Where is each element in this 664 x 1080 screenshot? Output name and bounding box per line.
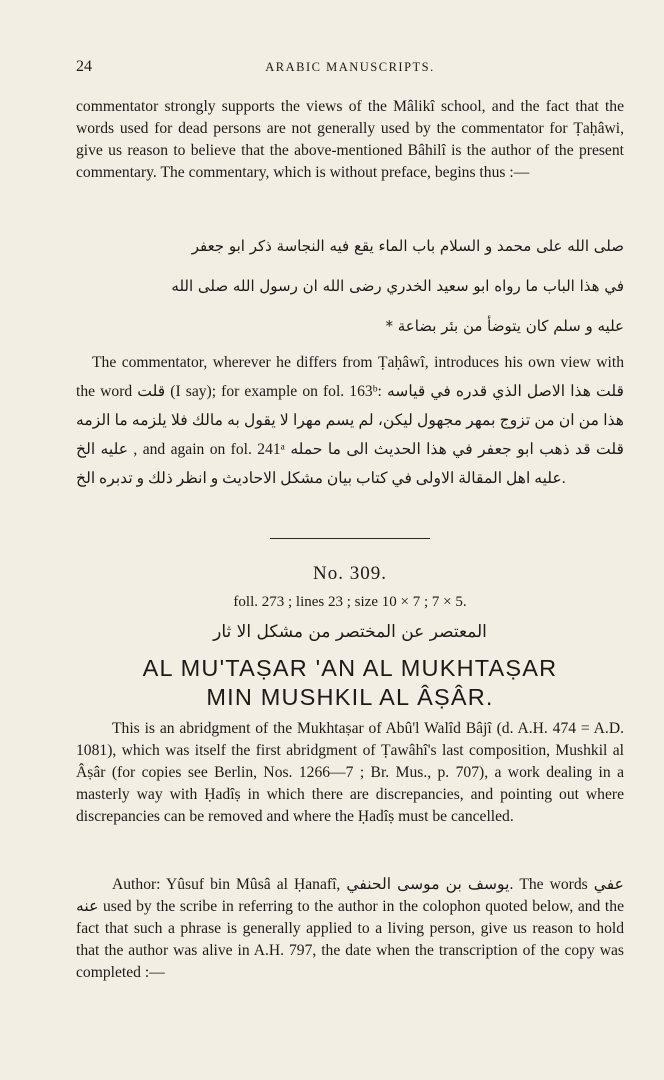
entry-title-line-1: AL MU'TAṢAR 'AN AL MUKHTAṢAR [142, 655, 558, 681]
arabic-line-1: صلى الله على محمد و السلام باب الماء يقع فيه النجاسة ذكر ابو جعفر [191, 237, 624, 255]
page-header [76, 58, 624, 80]
paragraph-commentator-view: The commentator, wherever he differs from Ṭaḥâwî, introduces his own view with the word قلت (I say); for example on fol. 163ᵇ: قلت هذا الاصل الذي قدره في قياسه هذا من ان من تزوج بمهر مجهول ليكن، لم يسم مهرا لا يقول به مالك فلا يلزمه ما الزمه عليه الخ , and again on fol. 241ᵃ قلت قد ذهب ابو جعفر في هذا الحديث الى ما حمله عليه اهل المقالة الاولى في كتاب بيان مشكل الاحاديث و انظر ذلك و تدبره الخ. [76, 354, 624, 487]
paragraph-abridgment: This is an abridgment of the Mukhtaṣar of Abû'l Walîd Bâjî (d. A.H. 474 = A.D. 1081), which was itself the first abridgment of Ṭawâhî's last composition, Mushkil al Âṣâr (for copies see Berlin, Nos. 1266—7 ; Br. Mus., p. 707), a work dealing in a masterly way with Ḥadîṣ in which there are discrepancies, and pointing out where discrepancies can be removed and where the Ḥadîṣ must be cancelled. [76, 720, 624, 825]
paragraph-author: Author: Yûsuf bin Mûsâ al Ḥanafî, يوسف بن موسى الحنفي. The words عفي عنه used by the scribe in referring to the author in the colophon quoted below, and the fact that such a phrase is generally applied to a living person, give us reason to hold that the author was alive in A.H. 797, the date when the transcription of the copy was completed :— [76, 876, 624, 981]
running-title: ARABIC MANUSCRIPTS. [265, 60, 435, 74]
arabic-line-2: في هذا الباب ما رواه ابو سعيد الخدري رضى الله ان رسول الله صلى الله [171, 277, 624, 295]
page-number: 24 [76, 58, 92, 75]
arabic-title: المعتصر عن المختصر من مشكل الا ثار [213, 622, 487, 642]
entry-folio-info: foll. 273 ; lines 23 ; size 10 × 7 ; 7 × 5. [233, 594, 467, 610]
entry-title [76, 654, 624, 712]
entry-title-line-2: MIN MUSHKIL AL ÂṢÂR. [206, 684, 494, 710]
section-divider [270, 538, 430, 539]
paragraph-commentary: commentator strongly supports the views of the Mâlikî school, and the fact that the words used for dead persons are not generally used by the commentator for Ṭaḥâwi, give us reason to believe that the above-mentioned Bâhilî is the author of the present commentary. The commentary, which is without preface, begins thus :— [76, 98, 624, 181]
entry-number: No. 309. [313, 563, 387, 584]
arabic-line-3: عليه و سلم كان يتوضأ من بئر بضاعة * [385, 317, 624, 335]
